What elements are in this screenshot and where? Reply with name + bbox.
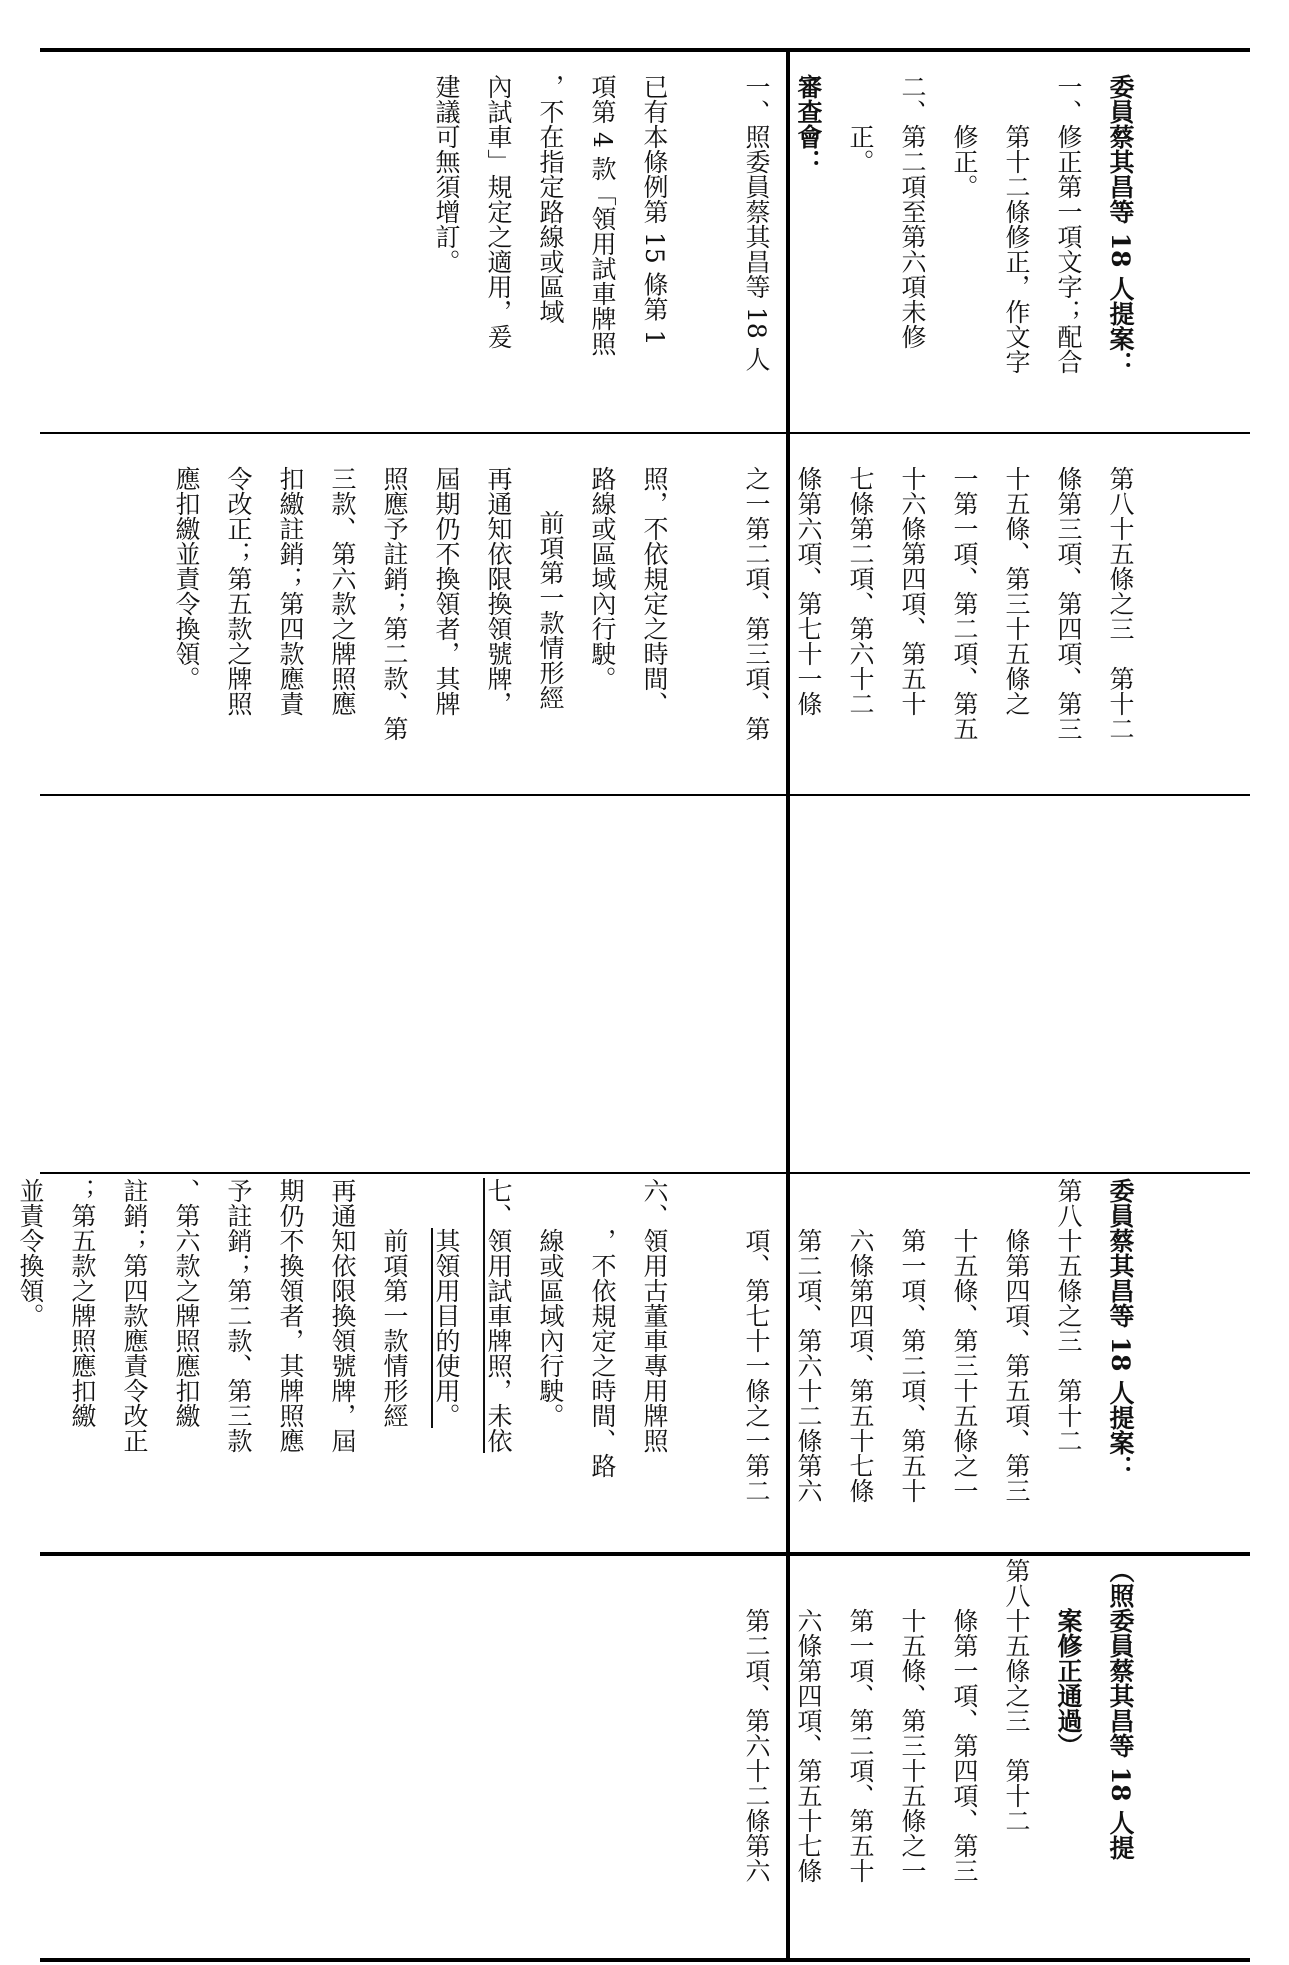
text-line: 一第一項、第二項、第五 [950,466,979,741]
text-line: 註銷；第四款應責令改正 [120,1178,149,1453]
bottom-rule [40,1958,1250,1962]
text-line: 令改正；第五款之牌照 [224,466,253,716]
text-line: 一、修正第一項文字；配合 [1054,74,1083,374]
text-line: 並責令換領。 [16,1178,45,1328]
text-line: 十五條、第三十五條之一 [898,1608,927,1883]
text-line: 第一項、第二項、第五十 [846,1608,875,1883]
text-line: 第二項、第六十二條第六 [794,1228,823,1503]
row-divider-4 [40,1552,1250,1556]
cell-bottom-right [742,1558,1250,1956]
text-line: 線或區域內行駛。 [536,1228,565,1428]
text-line: 其領用目的使用。 [432,1228,461,1428]
text-line: 正。 [846,124,875,174]
text-line: 第一項、第二項、第五十 [898,1228,927,1503]
text-line: 第八十五條之三 第十二 [1106,466,1135,741]
text-line: ；第五款之牌照應扣繳 [68,1178,97,1428]
text-line: 照，不依規定之時間、 [640,466,669,716]
text-line: 期仍不換領者，其牌照應 [276,1178,305,1453]
cell-row2-right [742,438,1250,792]
text-line: 三款、第六款之牌照應 [328,466,357,716]
document-sheet [16,48,1250,1960]
cell-row4-right [742,1178,1250,1550]
row-divider-3 [40,1172,1250,1174]
text-line: 十五條、第三十五條之一 [950,1228,979,1503]
text-line: 之一第二項、第三項、第 [742,466,771,741]
proposal-explanation-c5 [626,54,1250,430]
text-line: 、第六款之牌照應扣繳 [172,1178,201,1428]
text-line: 條第四項、第五項、第三 [1002,1228,1031,1503]
text-line: 審查會： [794,74,823,174]
proposal-text-c4 [626,438,1250,792]
text-line: 第二項、第六十二條第六 [742,1608,771,1883]
text-line: 前項第一款情形經 [380,1228,409,1428]
amendment-text-c1 [626,1558,1250,1956]
text-line: 前項第一款情形經 [536,510,565,710]
proposal-text-c2 [626,1178,1250,1550]
text-line: 扣繳註銷；第四款應責 [276,466,305,716]
row-divider-1 [40,432,1250,434]
text-line: 已有本條例第 15 條第 1 [640,74,669,346]
text-line: 一、照委員蔡其昌等 18 人 [742,74,771,372]
row-divider-2 [40,794,1250,796]
text-line: 修正。 [950,124,979,199]
text-line: 項第 4 款「領用試車牌照 [588,74,617,356]
text-line: 六條第四項、第五十七條 [794,1608,823,1883]
cell-row1-right [742,54,1250,430]
text-line: 六條第四項、第五十七條 [846,1228,875,1503]
cell-row3-right [792,800,1250,1170]
text-line: 案修正通過） [1054,1608,1083,1758]
text-line: ，不在指定路線或區域 [536,74,565,324]
text-line: 十五條、第三十五條之 [1002,466,1031,716]
text-line: 第十二條修正，作文字 [1002,124,1031,374]
text-line: 條第一項、第四項、第三 [950,1608,979,1883]
text-line: 予註銷；第二款、第三款 [224,1178,253,1453]
text-line: 委員蔡其昌等 18 人提案： [1106,74,1135,377]
text-line: 七、領用試車牌照，未依 [484,1178,513,1453]
text-line: 條第六項、第七十一條 [794,466,823,716]
text-line: 六、領用古董車專用牌照 [640,1178,669,1453]
text-line: 建議可無須增訂。 [432,74,461,274]
text-line: 二、第二項至第六項未修 [898,74,927,349]
text-line: 條第三項、第四項、第三 [1054,466,1083,741]
text-line: （照委員蔡其昌等 18 人提 [1106,1558,1135,1861]
text-line: 再通知依限換領號牌， [484,466,513,716]
text-line: 第八十五條之三 第十二 [1054,1178,1083,1453]
cell-row3-left [40,800,784,1170]
text-line: 內試車」規定之適用，爰 [484,74,513,349]
text-line: 第八十五條之三 第十二 [1002,1558,1031,1833]
text-line: ，不依規定之時間、路 [588,1228,617,1478]
text-line: 應扣繳並責令換領。 [172,466,201,691]
text-line: 七條第二項、第六十二 [846,466,875,716]
text-line: 照應予註銷；第二款、第 [380,466,409,741]
top-rule [40,48,1250,52]
text-line: 項、第七十一條之一第二 [742,1228,771,1503]
text-line: 屆期仍不換領者，其牌 [432,466,461,716]
text-line: 委員蔡其昌等 18 人提案： [1106,1178,1135,1481]
text-line: 路線或區域內行駛。 [588,466,617,691]
text-line: 十六條第四項、第五十 [898,466,927,716]
text-line: 再通知依限換領號牌，屆 [328,1178,357,1453]
